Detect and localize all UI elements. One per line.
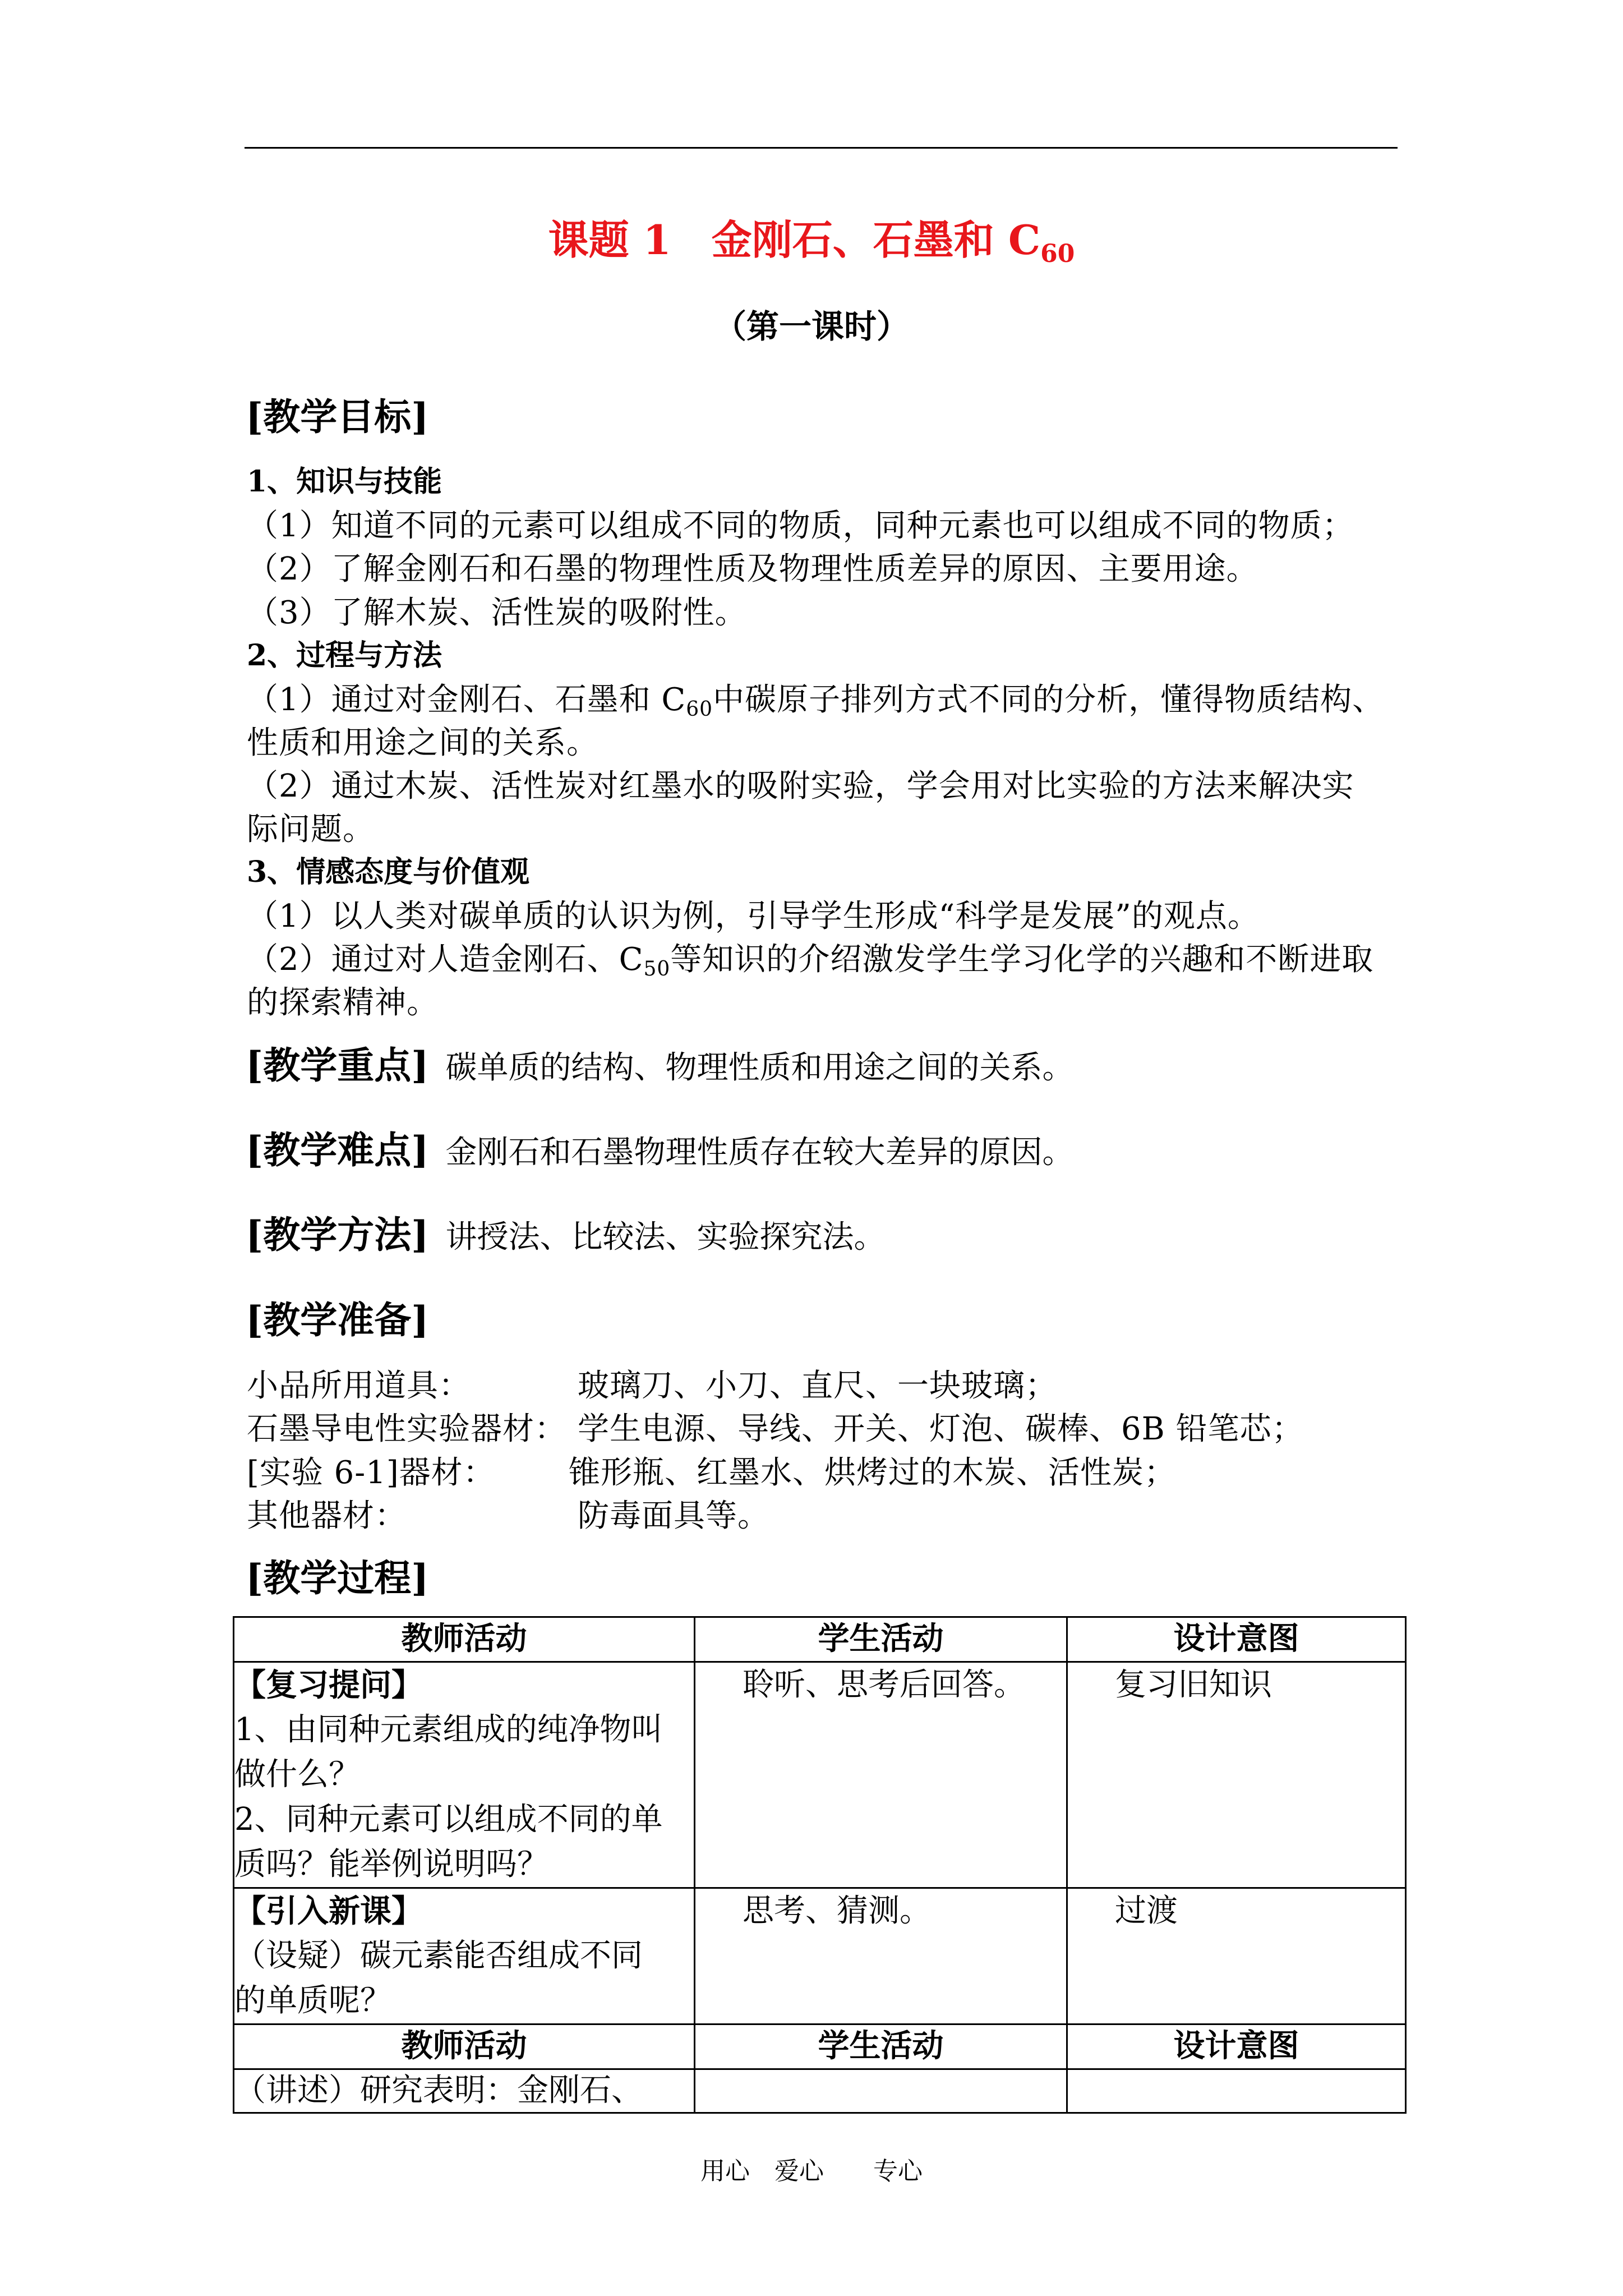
key-point-section xyxy=(246,1036,1073,1089)
table-row xyxy=(234,2069,1406,2113)
prep-label: [实验 6-1]器材： xyxy=(247,1455,495,1491)
goals-line: （2）通过对人造金刚石、$C_{50}$等知识的介绍激发学生学习化学的兴趣和不断进取 xyxy=(247,941,1374,981)
table-header-row xyxy=(234,2024,1406,2069)
student-cell xyxy=(695,2069,1067,2113)
cell-line: 质吗？能举例说明吗？ xyxy=(234,1846,548,1883)
cell-line: 1、由同种元素组成的纯净物叫 xyxy=(234,1711,663,1748)
goals-line: 性质和用途之间的关系。 xyxy=(247,725,598,761)
header-intent: 设计意图 xyxy=(1067,2024,1406,2069)
cell-line: （设疑）碳元素能否组成不同 xyxy=(234,1938,643,1974)
student-cell: 聆听、思考后回答。 xyxy=(695,1662,1067,1888)
goals-section-3: 3、情感态度与价值观 xyxy=(247,855,530,889)
method-text: 讲授法、比较法、实验探究法。 xyxy=(445,1219,886,1255)
goals-line: 际问题。 xyxy=(247,811,375,848)
page-footer: 用心 爱心 专心 xyxy=(700,2157,923,2185)
goals-line: （2）通过木炭、活性炭对红墨水的吸附实验，学会用对比实验的方法来解决实 xyxy=(247,768,1354,804)
key-point-heading: [教学重点] xyxy=(246,1043,429,1087)
prep-label: 石墨导电性实验器材： xyxy=(247,1411,566,1447)
teacher-cell: （讲述）研究表明：金刚石、 xyxy=(234,2069,695,2113)
process-table xyxy=(233,1616,1407,2114)
title-text: 课题 1 金刚石、石墨和 C xyxy=(548,216,1041,264)
intent-cell: 过渡 xyxy=(1067,1888,1406,2024)
difficulty-heading: [教学难点] xyxy=(246,1128,429,1172)
student-cell: 思考、猜测。 xyxy=(695,1888,1067,2024)
prep-value: 锥形瓶、红墨水、烘烤过的木炭、活性炭； xyxy=(569,1455,1176,1491)
goals-line: （2）了解金刚石和石墨的物理性质及物理性质差异的原因、主要用途。 xyxy=(247,551,1258,587)
difficulty-section xyxy=(246,1120,1073,1174)
header-student: 学生活动 xyxy=(695,1617,1067,1662)
goals-section-1: 1、知识与技能 xyxy=(247,464,442,499)
table-row xyxy=(234,1888,1406,2024)
header-teacher: 教师活动 xyxy=(234,2024,695,2069)
goals-line: （1）通过对金刚石、石墨和 $C_{60}$中碳原子排列方式不同的分析，懂得物质结构、 xyxy=(247,682,1385,721)
teacher-cell xyxy=(234,1888,695,2024)
page-title xyxy=(0,208,1623,268)
cell-line: 做什么？ xyxy=(234,1756,360,1793)
prep-label: 其他器材： xyxy=(247,1498,407,1534)
prep-heading: [教学准备] xyxy=(246,1298,429,1342)
method-heading: [教学方法] xyxy=(246,1213,429,1257)
difficulty-text: 金刚石和石墨物理性质存在较大差异的原因。 xyxy=(445,1134,1074,1171)
page-subtitle: （第一课时） xyxy=(713,307,909,346)
process-heading: [教学过程] xyxy=(246,1556,429,1600)
prep-value: 玻璃刀、小刀、直尺、一块玻璃； xyxy=(578,1368,1057,1404)
header-student: 学生活动 xyxy=(695,2024,1067,2069)
goals-line: 的探索精神。 xyxy=(247,984,439,1021)
header-intent: 设计意图 xyxy=(1067,1617,1406,1662)
header-teacher: 教师活动 xyxy=(234,1617,695,1662)
goals-heading: [教学目标] xyxy=(246,395,429,439)
key-point-text: 碳单质的结构、物理性质和用途之间的关系。 xyxy=(445,1050,1074,1086)
prep-value: 防毒面具等。 xyxy=(578,1498,769,1534)
goals-section-2: 2、过程与方法 xyxy=(247,638,442,673)
goals-line: （1）以人类对碳单质的认识为例，引导学生形成“科学是发展”的观点。 xyxy=(247,898,1260,935)
intent-cell xyxy=(1067,2069,1406,2113)
cell-line: 的单质呢？ xyxy=(234,1982,391,2019)
cell-line: 2、同种元素可以组成不同的单 xyxy=(234,1801,663,1838)
goals-line: （1）知道不同的元素可以组成不同的物质，同种元素也可以组成不同的物质； xyxy=(247,508,1354,544)
top-rule xyxy=(245,147,1398,149)
intent-cell: 复习旧知识 xyxy=(1067,1662,1406,1888)
title-subscript: 60 xyxy=(1040,240,1075,268)
table-header-row xyxy=(234,1617,1406,1662)
goals-line: （3）了解木炭、活性炭的吸附性。 xyxy=(247,595,747,631)
cell-tag: 【复习提问】 xyxy=(234,1667,423,1704)
teacher-cell xyxy=(234,1662,695,1888)
method-section xyxy=(246,1205,885,1258)
cell-tag: 【引入新课】 xyxy=(234,1893,423,1930)
prep-value: 学生电源、导线、开关、灯泡、碳棒、6B 铅笔芯； xyxy=(578,1411,1304,1447)
table-row xyxy=(234,1662,1406,1888)
prep-label: 小品所用道具： xyxy=(247,1368,471,1404)
